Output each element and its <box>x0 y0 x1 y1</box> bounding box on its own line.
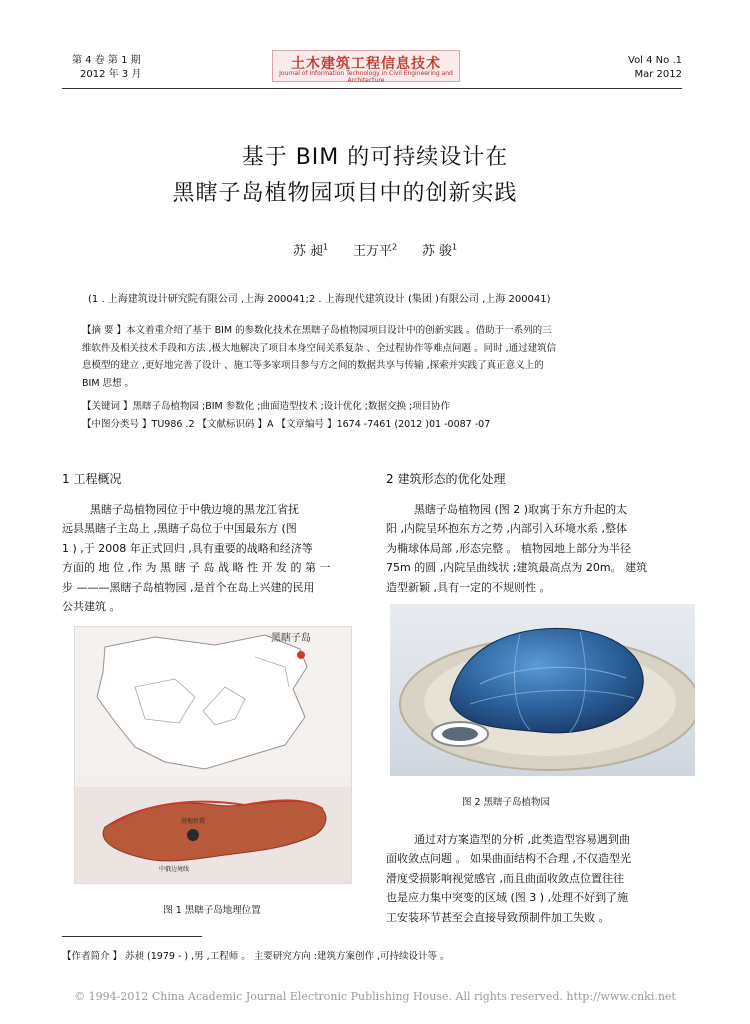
keywords: 【关键词 】黑瞎子岛植物园 ;BIM 参数化 ;曲面造型技术 ;设计优化 ;数据交换 ;项目协作 <box>82 401 451 412</box>
section2-body-continued <box>386 830 686 927</box>
text-line: 远县黑瞎子主岛上 ,黑瞎子岛位于中国最东方 (图 <box>62 522 297 536</box>
footnote-rule <box>62 936 202 937</box>
header-rule <box>62 88 682 89</box>
figure-2-rendering <box>390 604 695 776</box>
section1-body <box>62 500 362 616</box>
text-line: 通过对方案造型的分析 ,此类造型容易遇到曲 <box>414 833 630 846</box>
abstract-line: 【摘 要 】本文着重介绍了基于 BIM 的参数化技术在黑瞎子岛植物园项目设计中的创新实践 。借助于一系列的三 <box>82 325 552 336</box>
text-line: 黑瞎子岛植物园位于中俄边境的黑龙江省抚 <box>90 503 299 516</box>
section-heading-1: 1 工程概况 <box>62 472 122 486</box>
text-line: 方面的 地 位 ,作 为 黑 瞎 子 岛 战 略 性 开 发 的 第 一 <box>62 561 331 575</box>
text-line: 面收敛点问题 。 如果曲面结构不合理 ,不仅造型光 <box>386 852 631 866</box>
text-line: 为椭球体局部 ,形态完整 。 植物园地上部分为半径 <box>386 541 631 555</box>
text-line: 造型新颖 ,具有一定的不规则性 。 <box>386 580 551 594</box>
site-label: 基地位置 <box>181 818 206 825</box>
issue-volume: 第 4 卷 第 1 期 <box>72 55 141 66</box>
paper-title-line1: 基于 BIM 的可持续设计在 <box>241 145 509 170</box>
text-line: 工安装环节甚至会直接导致预制件加工失败 。 <box>386 910 610 924</box>
issue-date-en: Mar 2012 <box>634 69 682 80</box>
site-marker <box>187 829 199 841</box>
text-line: 黑瞎子岛植物园 (图 2 )取寓于东方升起的太 <box>414 503 628 516</box>
journal-logo <box>272 50 460 82</box>
figure-2-caption: 图 2 黑瞎子岛植物园 <box>461 797 551 808</box>
text-line: 公共建筑 。 <box>62 600 121 614</box>
section-heading-2: 2 建筑形态的优化处理 <box>386 472 506 486</box>
abstract-line: 维软件及相关技术手段和方法 ,极大地解决了项目本身空间关系复杂 、全过程协作等难点问题 。同时 ,通过建筑信 <box>82 342 557 354</box>
figure-1-map <box>74 626 352 884</box>
journal-name: 土木建筑工程信息技术 <box>291 56 441 72</box>
figure-1-caption: 图 1 黑瞎子岛地理位置 <box>163 905 261 916</box>
text-line: 1 ) ,于 2008 年正式回归 ,具有重要的战略和经济等 <box>62 541 313 555</box>
author-name: 苏 骏 <box>421 244 452 259</box>
section2-body <box>386 500 686 597</box>
map-graphic <box>75 627 351 883</box>
abstract-line: BIM 思想 。 <box>82 377 135 389</box>
paper-title-line2: 黑瞎子岛植物园项目中的创新实践 <box>172 181 518 206</box>
text-line: 75m 的圆 ,内院呈曲线状 ;建筑最高点为 20m。 建筑 <box>386 561 648 575</box>
island-marker <box>297 651 305 659</box>
classification-codes: 【中图分类号 】TU986 .2 【文献标识码 】A 【文章编号 】1674 -7461 (2012 )01 -0087 -07 <box>82 419 491 430</box>
author-affiliation-mark: 1 <box>451 242 458 252</box>
abstract-label: 【摘 要 】 <box>82 325 127 336</box>
border-label: 中俄边境线 <box>159 866 190 873</box>
text-line: 也是应力集中突变的区域 (图 3 ) ,处理不好到了施 <box>386 891 629 905</box>
author-name: 苏 昶 <box>292 244 324 259</box>
map-island-label: 黑瞎子岛 <box>271 633 311 644</box>
author-name: 王万平 <box>352 244 392 259</box>
affiliations: (1 . 上海建筑设计研究院有限公司 ,上海 200041;2 . 上海现代建筑设计 (集团 )有限公司 ,上海 200041) <box>88 294 551 305</box>
journal-subtitle: Journal of Information Technology in Civil Engineering and Architecture <box>279 70 453 84</box>
author-affiliation-mark: 2 <box>391 242 398 252</box>
issue-date: 2012 年 3 月 <box>80 69 142 80</box>
issue-volume-en: Vol 4 No .1 <box>628 55 682 66</box>
author-affiliation-mark: 1 <box>323 242 329 252</box>
abstract <box>82 322 672 392</box>
author-list <box>0 240 750 259</box>
text-line: 步 ———黑瞎子岛植物园 ,是首个在岛上兴建的民用 <box>62 580 315 594</box>
copyright-notice: © 1994-2012 China Academic Journal Electronic Publishing House. All rights reserved. http://www.cnki.net <box>74 990 676 1003</box>
text-line: 滑度受损影响视觉感官 ,而且曲面收敛点位置往往 <box>386 871 624 885</box>
entrance-pool <box>442 727 478 741</box>
abstract-line: 息模型的建立 ,更好地完善了设计 、施工等多家项目参与方之间的数据共享与传输 ,探索并实践了真正意义上的 <box>82 360 544 371</box>
text-line: 阳 ,内院呈环抱东方之势 ,内部引入环境水系 ,整体 <box>386 522 627 536</box>
building-rendering <box>390 604 695 776</box>
author-note: 【作者简介 】 苏昶 (1979 - ) ,男 ,工程师 。 主要研究方向 :建筑方案创作 ,可持续设计等 。 <box>62 951 450 962</box>
